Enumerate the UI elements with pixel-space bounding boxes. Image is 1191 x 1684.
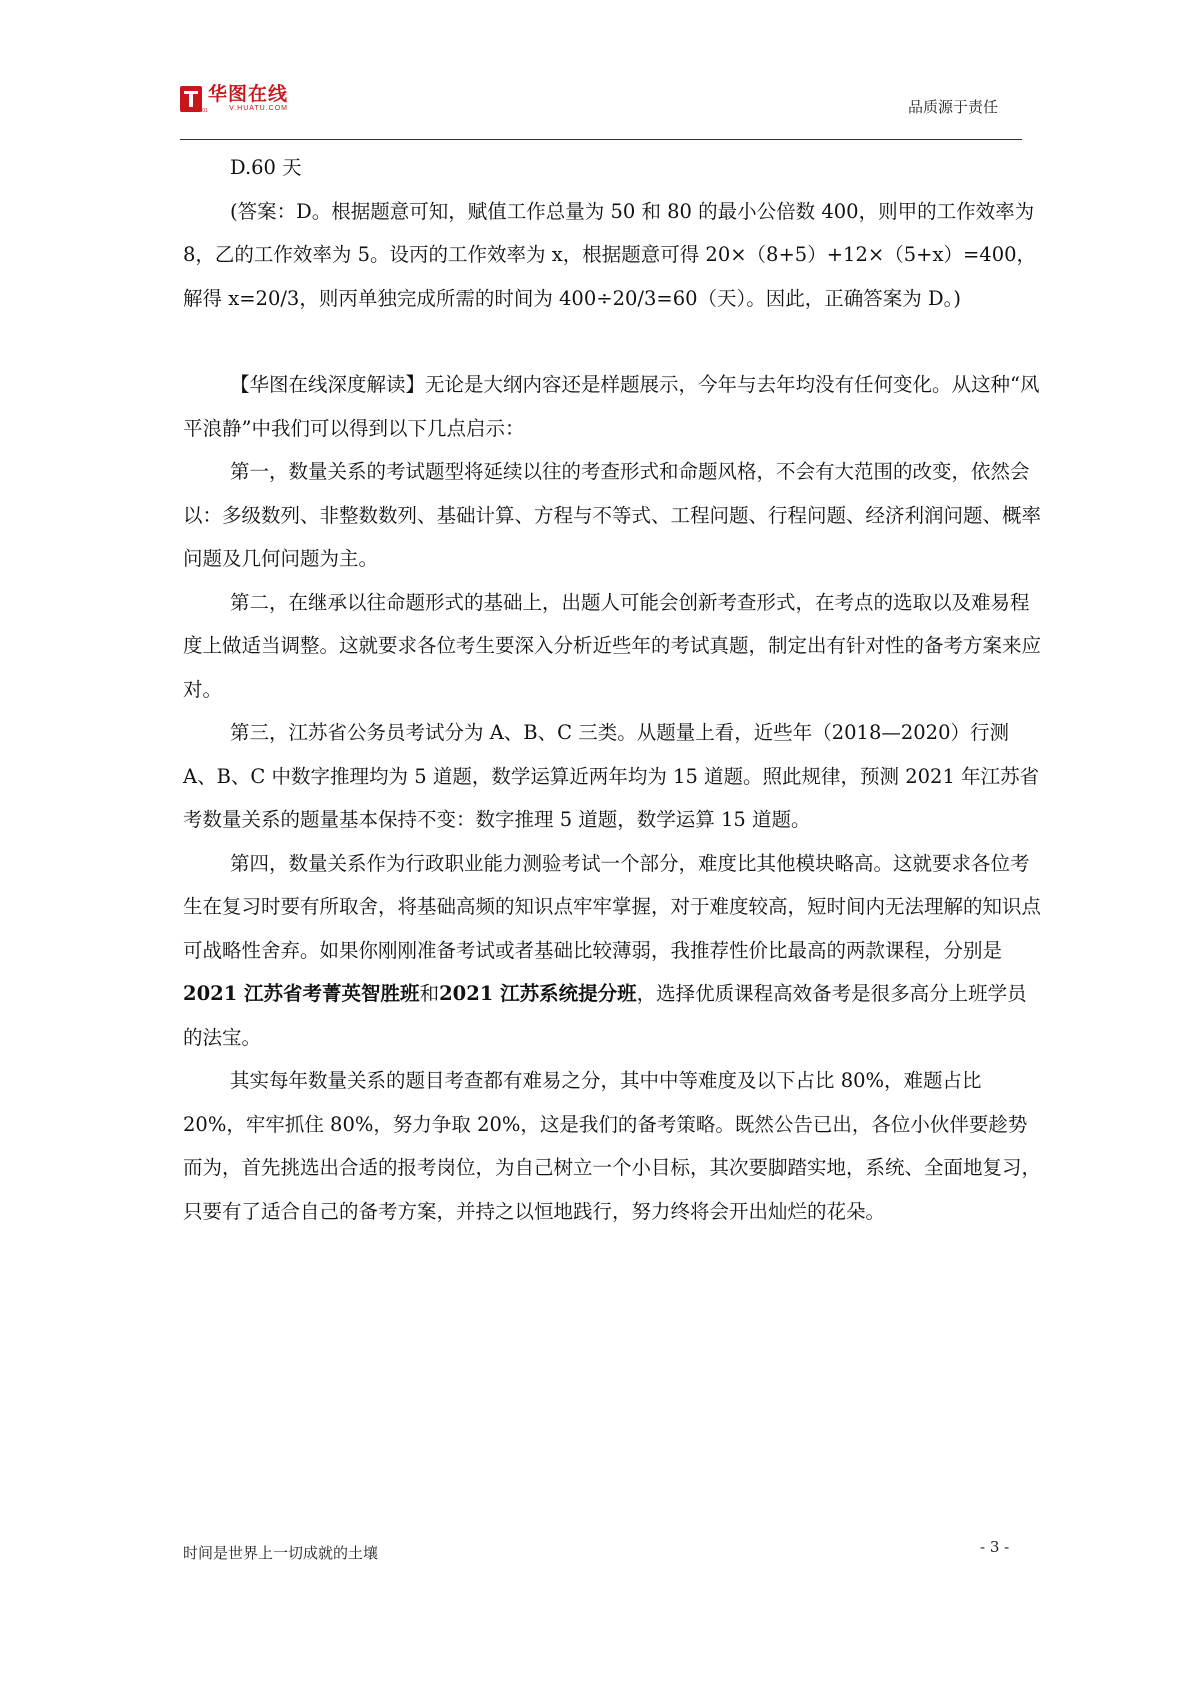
strategy-paragraph: 其实每年数量关系的题目考查都有难易之分，其中中等难度及以下占比 80%，难题占比 20%，牢牢抓住 80%，努力争取 20%，这是我们的备考策略。既然公告已出，各位小伙伴要趁势而为，首先挑选出合适的报考岗位，为自己树立一个小目标，其次要脚踏实地，系统、全面地复习，只要有了适合自己的备考方案，并持之以恒地践行，努力终将会开出灿烂的花朵。 xyxy=(183,1069,1042,1223)
header-slogan: 品质源于责任 xyxy=(907,98,998,116)
page-number: - 3 - xyxy=(980,1538,1010,1556)
point-four-text-e: ，选择优质课程高效备考是很多高分上班学员的法宝。 xyxy=(183,982,1027,1049)
point-one-paragraph: 第一，数量关系的考试题型将延续以往的考查形式和命题风格，不会有大范围的改变，依然会以：多级数列、非整数数列、基础计算、方程与不等式、工程问题、行程问题、经济利润问题、概率问题及几何问题为主。 xyxy=(183,460,1042,570)
course-name-2: 2021 江苏系统提分班 xyxy=(439,982,637,1005)
document-body xyxy=(183,146,1043,1233)
point-three-paragraph: 第三，江苏省公务员考试分为 A、B、C 三类。从题量上看，近些年（2018—2020）行测 A、B、C 中数字推理均为 5 道题，数学运算近两年均为 15 道题。照此规律，预测 2021 年江苏省考数量关系的题量基本保持不变：数字推理 5 道题，数学运算 15 道题。 xyxy=(183,721,1040,831)
logo-name: 华图在线 xyxy=(208,83,289,105)
point-four-text-c: 和 xyxy=(419,982,440,1005)
point-four-text-a: 第四，数量关系作为行政职业能力测验考试一个部分，难度比其他模块略高。这就要求各位考生在复习时要有所取舍，将基础高频的知识点牢牢掌握，对于难度较高，短时间内无法理解的知识点可战略性舍弃。如果你刚刚准备考试或者基础比较薄弱，我推荐性价比最高的两款课程，分别是 xyxy=(183,851,1042,962)
logo-url: V.HUATU.COM xyxy=(229,105,289,112)
course-name-1: 2021 江苏省考菁英智胜班 xyxy=(183,982,420,1005)
footer-motto: 时间是世界上一切成就的土壤 xyxy=(183,1544,379,1562)
point-two-paragraph: 第二，在继承以往命题形式的基础上，出题人可能会创新考查形式，在考点的选取以及难易程度上做适当调整。这就要求各位考生要深入分析近些年的考试真题，制定出有针对性的备考方案来应对。 xyxy=(183,590,1042,701)
page-header xyxy=(180,78,1020,140)
option-d: D.60 天 xyxy=(230,156,302,179)
header-divider xyxy=(180,139,1022,140)
point-four-paragraph xyxy=(183,842,1043,1060)
analysis-intro-paragraph: 【华图在线深度解读】无论是大纲内容还是样题展示，今年与去年均没有任何变化。从这种“风平浪静”中我们可以得到以下几点启示： xyxy=(183,373,1040,440)
logo-since: SINCE 2001 xyxy=(180,108,208,114)
answer-paragraph: (答案：D。根据题意可知，赋值工作总量为 50 和 80 的最小公倍数 400，则甲的工作效率为 8，乙的工作效率为 5。设丙的工作效率为 x，根据题意可得 20×（8+5）+12×（5+x）=400，解得 x=20/3，则丙单独完成所需的时间为 400÷20/3=60（天）。因此，正确答案为 D。) xyxy=(183,199,1041,310)
